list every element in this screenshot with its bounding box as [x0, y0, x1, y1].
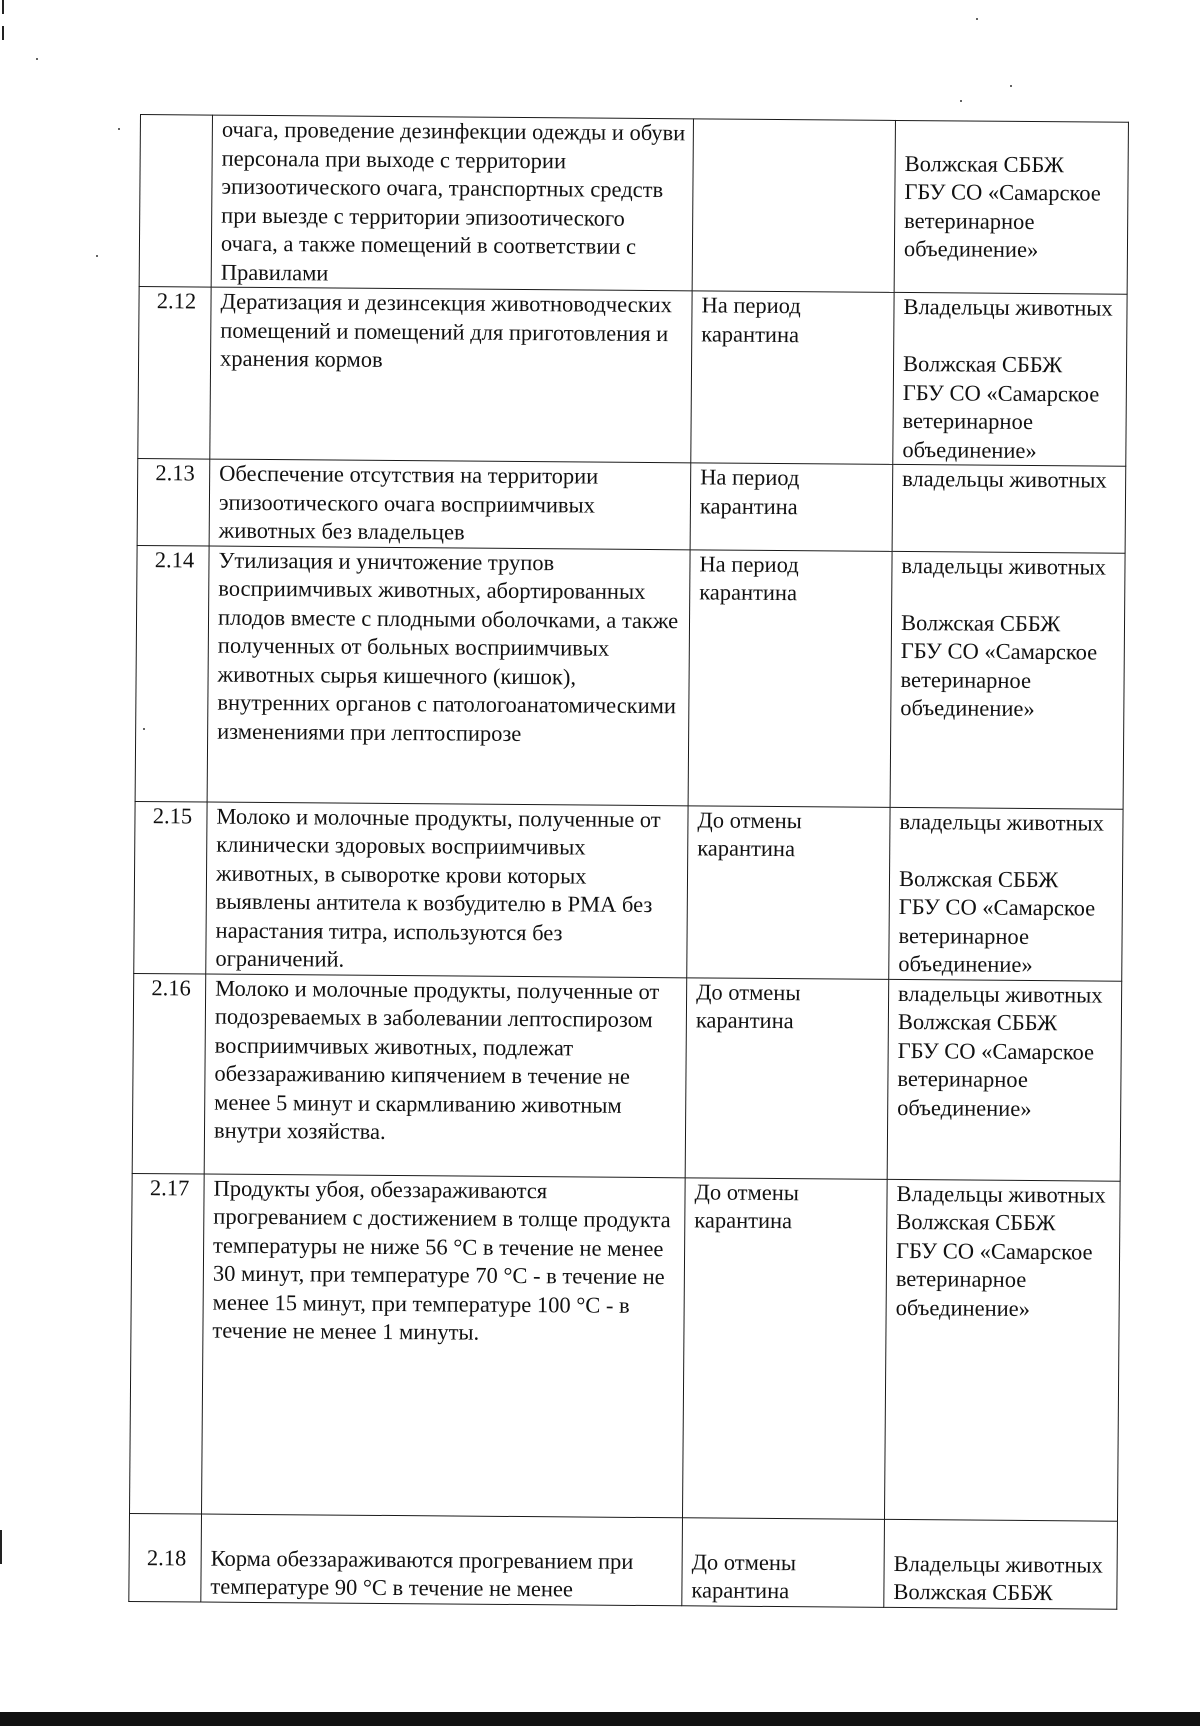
table-row — [137, 458, 1126, 552]
period-text: До отмены карантина — [685, 977, 889, 1179]
row-number — [139, 115, 212, 288]
measure-text: очага, проведение дезинфекции одежды и обуви персонала при выходе с территории эпизоотического очага, транспортных средств при выезде с территории эпизоотического очага, а также помещений в соответствии с Правилами — [211, 115, 693, 291]
measure-text: Продукты убоя, обеззараживаются прогреванием с достижением в толще продукта температуры не ниже 56 °С в течение не менее 30 минут, при температуре 70 °С - в течение не менее 15 минут, при температуре 100 °С - в течение не менее 1 минуты. — [202, 1174, 686, 1518]
row-number: 2.18 — [129, 1513, 202, 1602]
table-row — [132, 973, 1122, 1181]
measure-text: Утилизация и уничтожение трупов восприимчивых животных, абортированных плодов вместе с плодными оболочками, а также полученных от больных восприимчивых животных сырья кишечного (кишок), внутренних органов с патологоанатомическими изменениями при лептоспирозе — [207, 546, 690, 806]
scan-speck — [976, 18, 978, 20]
row-number: 2.14 — [135, 545, 209, 802]
table-row — [134, 801, 1123, 981]
scan-margin-mark — [2, 26, 4, 40]
measure-text: Обеспечение отсутствия на территории эпизоотического очага восприимчивых животных без владельцев — [209, 459, 691, 549]
measure-text: Молоко и молочные продукты, полученные от клинически здоровых восприимчивых животных, в сыворотке крови которых выявлены антитела к возбудителю в РМА без нарастания титра, используются без ограничений. — [206, 802, 688, 978]
measure-text: Дератизация и дезинсекция животноводческих помещений и помещений для приготовления и хранения кормов — [210, 287, 692, 463]
measure-text: Корма обеззараживаются прогреванием при температуре 90 °С в течение не менее — [201, 1514, 683, 1606]
responsible-text: владельцы животных Волжская СББЖ ГБУ СО «Самарское ветеринарное объединение» — [887, 979, 1122, 1181]
period-text: До отмены карантина — [682, 1177, 887, 1519]
table-row — [139, 115, 1128, 295]
responsible-text: владельцы животных Волжская СББЖ ГБУ СО «Самарское ветеринарное объединение» — [890, 551, 1125, 809]
table-row — [129, 1513, 1118, 1609]
scan-speck — [118, 128, 120, 130]
period-text: На период карантина — [691, 291, 894, 465]
period-text: На период карантина — [688, 549, 892, 807]
scan-margin-mark — [0, 1530, 2, 1564]
scan-margin-mark — [2, 0, 4, 14]
responsible-text: владельцы животных — [892, 464, 1126, 552]
measure-text: Молоко и молочные продукты, полученные от подозреваемых в заболевании лептоспирозом восприимчивых животных, подлежат обеззараживанию кипячением в течение не менее 5 минут и скармливанию животным внутри хозяйства. — [204, 974, 687, 1178]
table-row — [130, 1173, 1121, 1521]
responsible-text: владельцы животных Волжская СББЖ ГБУ СО «Самарское ветеринарное объединение» — [889, 807, 1123, 981]
responsible-text: Волжская СББЖ ГБУ СО «Самарское ветеринарное объединение» — [894, 120, 1128, 294]
scan-bottom-edge — [0, 1712, 1200, 1726]
responsible-text: Владельцы животных Волжская СББЖ — [884, 1519, 1118, 1609]
measures-table — [128, 114, 1129, 1609]
responsible-text: Владельцы животных Волжская СББЖ ГБУ СО «Самарское ветеринарное объединение» — [884, 1179, 1120, 1521]
period-text: До отмены карантина — [687, 805, 890, 979]
table-row — [138, 286, 1127, 466]
scan-speck — [36, 58, 38, 60]
period-text: До отмены карантина — [682, 1517, 885, 1607]
row-number: 2.15 — [134, 801, 207, 974]
table-row — [135, 545, 1125, 809]
period-text — [692, 119, 895, 293]
responsible-text: Владельцы животных Волжская СББЖ ГБУ СО «Самарское ветеринарное объединение» — [893, 292, 1127, 466]
row-number: 2.16 — [132, 973, 206, 1174]
scan-speck — [960, 100, 962, 102]
scan-speck — [96, 255, 98, 257]
row-number: 2.13 — [137, 458, 210, 545]
scan-speck — [1010, 85, 1012, 87]
row-number: 2.12 — [138, 286, 211, 459]
row-number: 2.17 — [130, 1173, 205, 1514]
period-text: На период карантина — [690, 463, 893, 551]
